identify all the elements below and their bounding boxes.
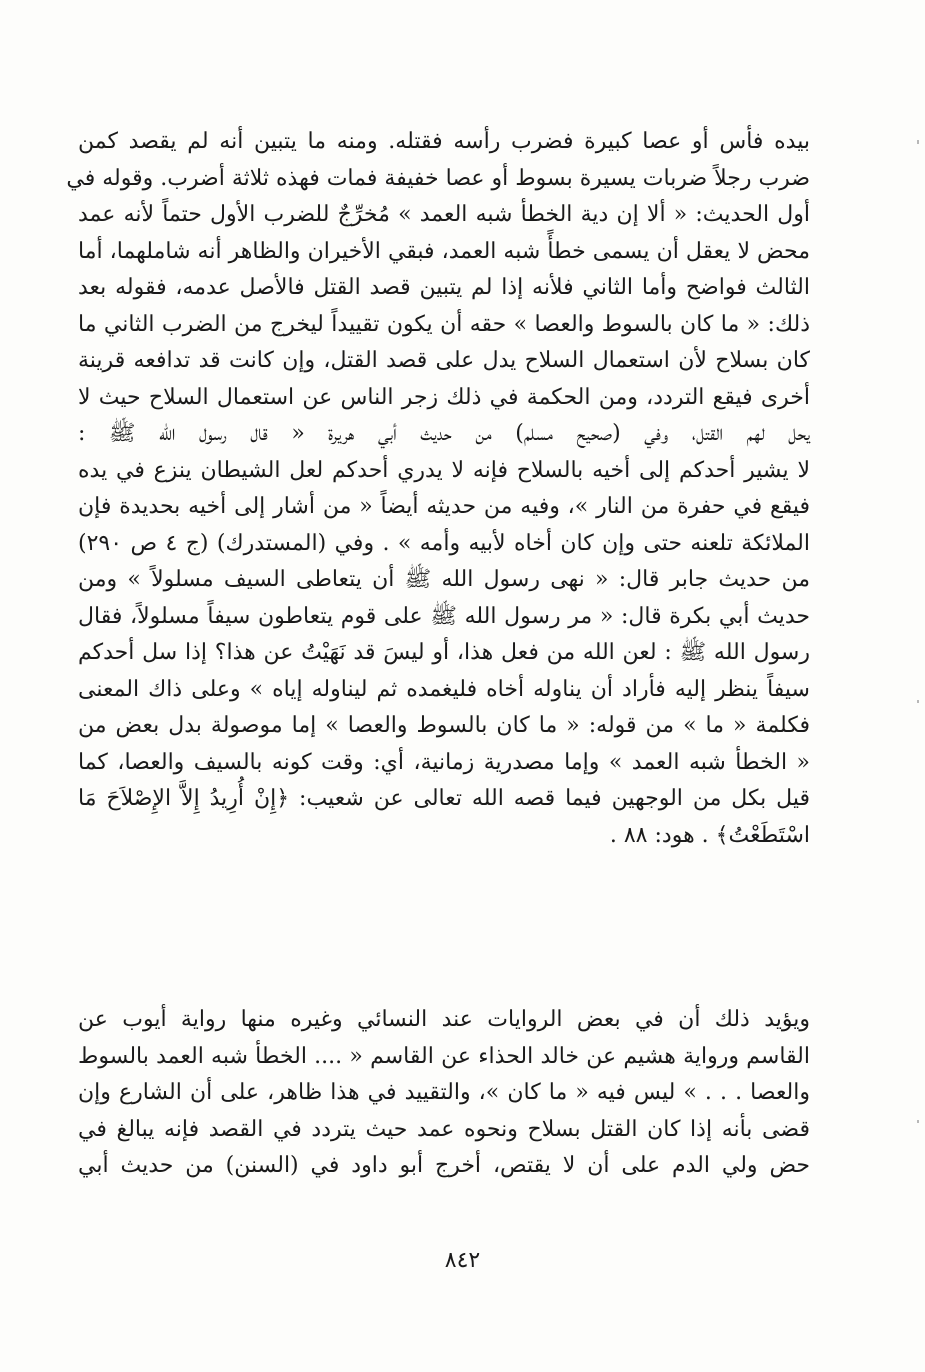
page-number: ٨٤٢ bbox=[444, 1248, 481, 1273]
text-line: ويؤيد ذلك أن في بعض الروايات عند النسائي وغيره منها رواية أيوب عن bbox=[78, 1007, 810, 1032]
scan-edge-mark bbox=[917, 1120, 919, 1123]
text-line: الثالث فواضح وأما الثاني فلأنه إذا لم يتبين قصد القتل فالأصل عدمه، فقوله بعد bbox=[78, 275, 810, 300]
text-line: من حديث جابر قال: « نهى رسول الله ﷺ أن يتعاطى السيف مسلولاً » ومن bbox=[78, 567, 810, 592]
text-line: أخرى فيقع التردد، ومن الحكمة في ذلك زجر الناس عن استعمال السلاح حيث لا bbox=[78, 384, 810, 410]
text-line: والعصا . . . » ليس فيه « ما كان »، والتقييد في هذا ظاهر، على أن الشارع وإن bbox=[78, 1080, 810, 1105]
text-line: حض ولي الدم على أن لا يقتص، أخرج أبو داود في (السنن) من حديث أبي bbox=[78, 1153, 810, 1178]
text-line: رسول الله ﷺ : لعن الله من فعل هذا، أو ليسَ قد نَهَيْتُ عن هذا؟ إذا سل أحدكم bbox=[78, 640, 810, 665]
text-line: كان بسلاح لأن استعمال السلاح يدل على قصد القتل، وإن كانت قد تدافعه قرينة bbox=[78, 348, 810, 373]
text-line: أول الحديث: « ألا إن دية الخطأ شبه العمد » مُخرِّجٌ للضرب الأول حتماً لأنه عمد bbox=[78, 202, 810, 227]
scan-edge-mark bbox=[917, 700, 919, 703]
text-line: قضى بأنه إذا كان القتل بسلاح ونحوه عمد حيث يتردد في القصد فإنه يبالغ في bbox=[78, 1116, 810, 1142]
paragraph-2 bbox=[78, 1002, 810, 1185]
scan-edge-mark bbox=[917, 140, 919, 144]
text-line: بيده فأس أو عصا كبيرة فضرب رأسه فقتله. ومنه ما يتبين أنه لم يقصد كمن bbox=[78, 129, 810, 154]
text-line: سيفاً ينظر إليه فأراد أن يناوله أخاه فليغمده ثم ليناوله إياه » وعلى ذاك المعنى bbox=[78, 676, 810, 702]
text-line: قيل بكل من الوجهين فيما قصه الله تعالى عن شعيب: ﴿إِنْ أُرِيدُ إِلاَّ الإِصْلاَحَ مَا bbox=[78, 786, 810, 811]
text-line: فكلمة « ما » من قوله: « ما كان بالسوط والعصا » إما موصولة بدل بعض من bbox=[78, 713, 810, 738]
text-line: الملائكة تلعنه حتى وإن كان أخاه لأبيه وأمه » . وفي (المستدرك) (ج ٤ ص ٢٩٠) bbox=[78, 530, 810, 556]
text-line: اسْتَطَعْتُ﴾ . هود: ٨٨ . bbox=[609, 822, 810, 848]
text-line: حديث أبي بكرة قال: « مر رسول الله ﷺ على قوم يتعاطون سيفاً مسلولاً، فقال bbox=[78, 603, 810, 629]
text-line: القاسم ورواية هشيم عن خالد الحذاء عن القاسم « .... الخطأ شبه العمد بالسوط bbox=[78, 1043, 810, 1069]
text-line: فيقع في حفرة من النار »، وفيه من حديثه أيضاً « من أشار إلى أخيه بحديدة فإن bbox=[78, 494, 810, 519]
text-line: لا يشير أحدكم إلى أخيه بالسلاح فإنه لا يدري أحدكم لعل الشيطان ينزع في يده bbox=[78, 457, 810, 483]
text-line: يحل لهم القتل، وفي (صحيح مسلم) من حديث أبي هريرة « قال رسول الله ﷺ : bbox=[78, 421, 810, 446]
text-line: محض لا يعقل أن يسمى خطأً شبه العمد، فبقي الأخيران والظاهر أنه شاملهما، أما bbox=[78, 238, 810, 264]
text-line: « الخطأ شبه العمد » وإما مصدرية زمانية، أي: وقت كونه بالسيف والعصا، كما bbox=[78, 749, 810, 775]
text-line: ذلك: « ما كان بالسوط والعصا » حقه أن يكون تقييداً ليخرج من الضرب الثاني ما bbox=[78, 311, 810, 337]
text-line: ضرب رجلاً ضربات يسيرة بسوط أو عصا خفيفة فمات فهذه ثلاثة أضرب. وقوله في bbox=[66, 165, 810, 191]
paragraph-1 bbox=[66, 124, 810, 854]
